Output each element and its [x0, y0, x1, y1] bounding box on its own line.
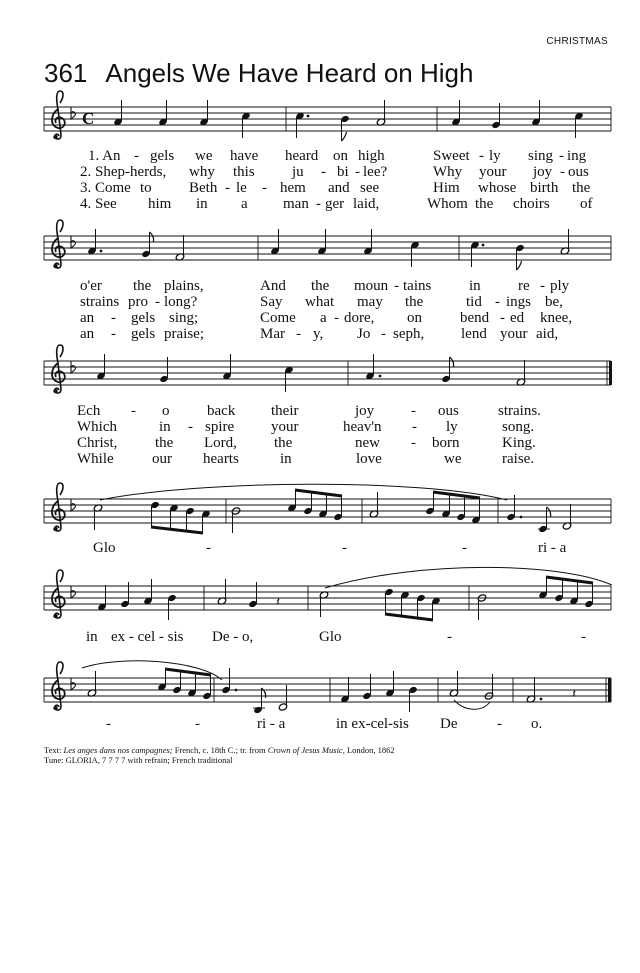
lyric-hyphen: - — [316, 196, 321, 212]
lyric-syllable: gels — [150, 148, 175, 164]
lyric-syllable: high — [358, 148, 385, 164]
lyric-syllable: Sweet — [433, 148, 470, 164]
lyric-syllable: man — [283, 196, 309, 212]
lyric-hyphen: - — [540, 278, 545, 294]
lyric-hyphen: - — [412, 419, 417, 435]
lyric-syllable: o'er — [80, 278, 102, 294]
lyric-syllable: heard — [285, 148, 319, 164]
staff-system-2 — [44, 220, 611, 270]
lyric-syllable: knee, — [540, 310, 573, 326]
lyric-hyphen: - — [355, 164, 360, 180]
credit-original-title: Les anges dans nos campagnes; — [63, 745, 173, 755]
svg-text:C: C — [82, 109, 95, 128]
hymn-credits — [44, 745, 395, 765]
lyric-syllable: y, — [313, 326, 324, 342]
lyric-hyphen: - — [462, 540, 467, 556]
lyric-syllable: plains, — [164, 278, 204, 294]
lyric-syllable: in — [159, 419, 171, 435]
lyric-syllable: an — [80, 326, 95, 342]
lyric-hyphen: - — [106, 716, 111, 732]
lyric-hyphen: - — [262, 180, 267, 196]
lyric-syllable: 4. See — [80, 196, 117, 212]
lyric-syllable: why — [189, 164, 215, 180]
lyric-syllable: on — [407, 310, 422, 326]
lyric-syllable: your — [271, 419, 299, 435]
lyric-hyphen: - — [206, 540, 211, 556]
lyric-hyphen: - — [381, 326, 386, 342]
lyric-syllable: ous — [438, 403, 459, 419]
credit-place-year: London, 1862 — [344, 745, 395, 755]
lyric-syllable: tains — [403, 278, 432, 294]
lyric-syllable: in — [469, 278, 481, 294]
section-label: CHRISTMAS — [546, 36, 608, 47]
svg-text:𝄽: 𝄽 — [276, 595, 280, 610]
lyric-syllable: a — [241, 196, 248, 212]
lyric-syllable: De - o, — [212, 629, 254, 645]
lyric-syllable: pro — [128, 294, 148, 310]
lyric-hyphen: - — [188, 419, 193, 435]
lyric-syllable: our — [152, 451, 172, 467]
lyric-syllable: strains — [80, 294, 120, 310]
lyric-syllable: in — [86, 629, 98, 645]
lyric-syllable: Whom — [427, 196, 468, 212]
lyric-syllable: their — [271, 403, 299, 419]
lyric-syllable: in ex-cel-sis — [336, 716, 409, 732]
lyric-syllable: be, — [545, 294, 563, 310]
lyric-syllable: o. — [531, 716, 543, 732]
lyric-syllable: an — [80, 310, 95, 326]
lyric-syllable: ger — [325, 196, 345, 212]
lyric-syllable: And — [260, 278, 286, 294]
lyric-syllable: on — [333, 148, 348, 164]
hymn-title: Angels We Have Heard on High — [105, 58, 474, 88]
lyric-hyphen: - — [479, 148, 484, 164]
lyric-hyphen: - — [134, 148, 139, 164]
lyric-syllable: we — [195, 148, 213, 164]
lyric-syllable: While — [77, 451, 114, 467]
lyric-hyphen: - — [581, 629, 586, 645]
lyric-syllable: the — [133, 278, 152, 294]
lyric-hyphen: - — [497, 716, 502, 732]
lyric-syllable: praise; — [164, 326, 204, 342]
tune-credit: Tune: GLORIA, 7 7 7 7 with refrain; French traditional — [44, 755, 233, 765]
lyric-syllable: your — [500, 326, 528, 342]
lyric-syllable: Jo — [357, 326, 371, 342]
lyric-syllable: sing; — [169, 310, 199, 326]
lyric-syllable: hem — [280, 180, 306, 196]
lyric-syllable: re — [518, 278, 530, 294]
lyric-hyphen: - — [394, 278, 399, 294]
lyric-syllable: in — [196, 196, 208, 212]
lyric-syllable: back — [207, 403, 236, 419]
lyric-syllable: gels — [131, 326, 156, 342]
lyric-hyphen: - — [447, 629, 452, 645]
lyric-syllable: ex - cel - sis — [111, 629, 184, 645]
lyric-syllable: 3. Come — [80, 180, 131, 196]
lyric-syllable: ri - a — [538, 540, 567, 556]
lyric-syllable: joy — [533, 164, 553, 180]
lyric-syllable: love — [356, 451, 382, 467]
lyric-syllable: born — [432, 435, 460, 451]
lyric-syllable: Come — [260, 310, 296, 326]
lyric-syllable: ly — [489, 148, 501, 164]
lyric-syllable: the — [572, 180, 591, 196]
credit-origin: French, c. 18th C.; tr. from — [172, 745, 268, 755]
credit-source: Crown of Jesus Music, — [267, 745, 345, 755]
lyric-syllable: new — [355, 435, 380, 451]
lyric-syllable: lee? — [363, 164, 388, 180]
lyric-syllable: moun — [354, 278, 389, 294]
lyric-hyphen: - — [342, 540, 347, 556]
lyric-hyphen: - — [411, 403, 416, 419]
lyric-syllable: Ech — [77, 403, 101, 419]
lyric-hyphen: - — [495, 294, 500, 310]
lyric-syllable: ings — [506, 294, 532, 310]
lyric-syllable: Lord, — [204, 435, 237, 451]
lyric-syllable: le — [236, 180, 247, 196]
lyric-syllable: long? — [164, 294, 198, 310]
lyric-syllable: of — [580, 196, 593, 212]
lyric-syllable: Mar — [260, 326, 285, 342]
lyric-syllable: what — [305, 294, 335, 310]
lyric-syllable: choirs — [513, 196, 550, 212]
lyric-syllable: a — [320, 310, 327, 326]
lyric-syllable: and — [328, 180, 350, 196]
lyric-syllable: whose — [478, 180, 517, 196]
lyric-syllable: the — [311, 278, 330, 294]
lyric-syllable: song. — [502, 419, 535, 435]
lyric-syllable: this — [233, 164, 255, 180]
lyric-syllable: birth — [530, 180, 559, 196]
lyric-syllable: joy — [355, 403, 375, 419]
lyric-syllable: De — [440, 716, 458, 732]
lyric-syllable: ous — [568, 164, 589, 180]
lyric-syllable: ing — [567, 148, 587, 164]
hymn-number: 361 — [44, 58, 88, 88]
lyric-syllable: laid, — [353, 196, 380, 212]
staff-system-3 — [44, 345, 612, 393]
lyric-syllable: dore, — [344, 310, 375, 326]
lyric-syllable: may — [357, 294, 383, 310]
lyric-syllable: sing — [528, 148, 554, 164]
lyric-syllable: we — [444, 451, 462, 467]
text-credit — [44, 745, 395, 755]
lyric-hyphen: - — [500, 310, 505, 326]
lyric-syllable: him — [148, 196, 172, 212]
lyric-hyphen: - — [411, 435, 416, 451]
lyric-syllable: have — [230, 148, 259, 164]
lyric-syllable: the — [274, 435, 293, 451]
lyric-syllable: Christ, — [77, 435, 118, 451]
lyric-syllable: spire — [205, 419, 235, 435]
lyric-syllable: the — [475, 196, 494, 212]
lyric-syllable: Which — [77, 419, 117, 435]
lyric-syllable: aid, — [536, 326, 559, 342]
lyric-hyphen: - — [296, 326, 301, 342]
lyric-syllable: your — [479, 164, 507, 180]
lyric-hyphen: - — [195, 716, 200, 732]
lyric-syllable: gels — [131, 310, 156, 326]
lyric-syllable: strains. — [498, 403, 541, 419]
lyric-syllable: Beth — [189, 180, 218, 196]
lyric-syllable: ly — [446, 419, 458, 435]
lyric-syllable: Him — [433, 180, 460, 196]
lyric-hyphen: - — [321, 164, 326, 180]
lyric-syllable: 2. Shep-herds, — [80, 164, 167, 180]
lyric-syllable: ply — [550, 278, 570, 294]
lyric-syllable: see — [360, 180, 380, 196]
lyric-hyphen: - — [131, 403, 136, 419]
staff-system-6 — [44, 661, 612, 715]
lyric-syllable: King. — [502, 435, 536, 451]
lyric-syllable: Why — [433, 164, 463, 180]
credit-label: Text: — [44, 745, 62, 755]
lyric-hyphen: - — [560, 164, 565, 180]
lyric-syllable: Say — [260, 294, 283, 310]
lyric-syllable: the — [405, 294, 424, 310]
lyric-syllable: ri - a — [257, 716, 286, 732]
lyric-syllable: o — [162, 403, 170, 419]
lyric-hyphen: - — [559, 148, 564, 164]
svg-text:𝄽: 𝄽 — [572, 687, 576, 702]
lyric-syllable: heav'n — [343, 419, 382, 435]
lyric-syllable: the — [155, 435, 174, 451]
lyric-syllable: tid — [466, 294, 482, 310]
lyric-syllable: bi — [337, 164, 349, 180]
lyric-v1-an: 1. An — [88, 148, 121, 164]
staff-system-4 — [44, 483, 611, 533]
lyric-syllable: bend — [460, 310, 490, 326]
lyric-hyphen: - — [225, 180, 230, 196]
lyric-hyphen: - — [155, 294, 160, 310]
staff-system-5 — [44, 567, 612, 620]
lyric-syllable: lend — [461, 326, 487, 342]
lyric-syllable: Glo — [93, 540, 116, 556]
lyric-syllable: hearts — [203, 451, 239, 467]
lyric-syllable: Glo — [319, 629, 342, 645]
lyric-syllable: raise. — [502, 451, 535, 467]
lyric-hyphen: - — [334, 310, 339, 326]
lyric-hyphen: - — [111, 310, 116, 326]
lyric-syllable: seph, — [393, 326, 425, 342]
lyric-syllable: in — [280, 451, 292, 467]
lyric-syllable: ed — [510, 310, 525, 326]
lyric-syllable: ju — [292, 164, 304, 180]
lyric-syllable: to — [140, 180, 152, 196]
lyric-hyphen: - — [111, 326, 116, 342]
staff-system-1 — [44, 91, 611, 141]
